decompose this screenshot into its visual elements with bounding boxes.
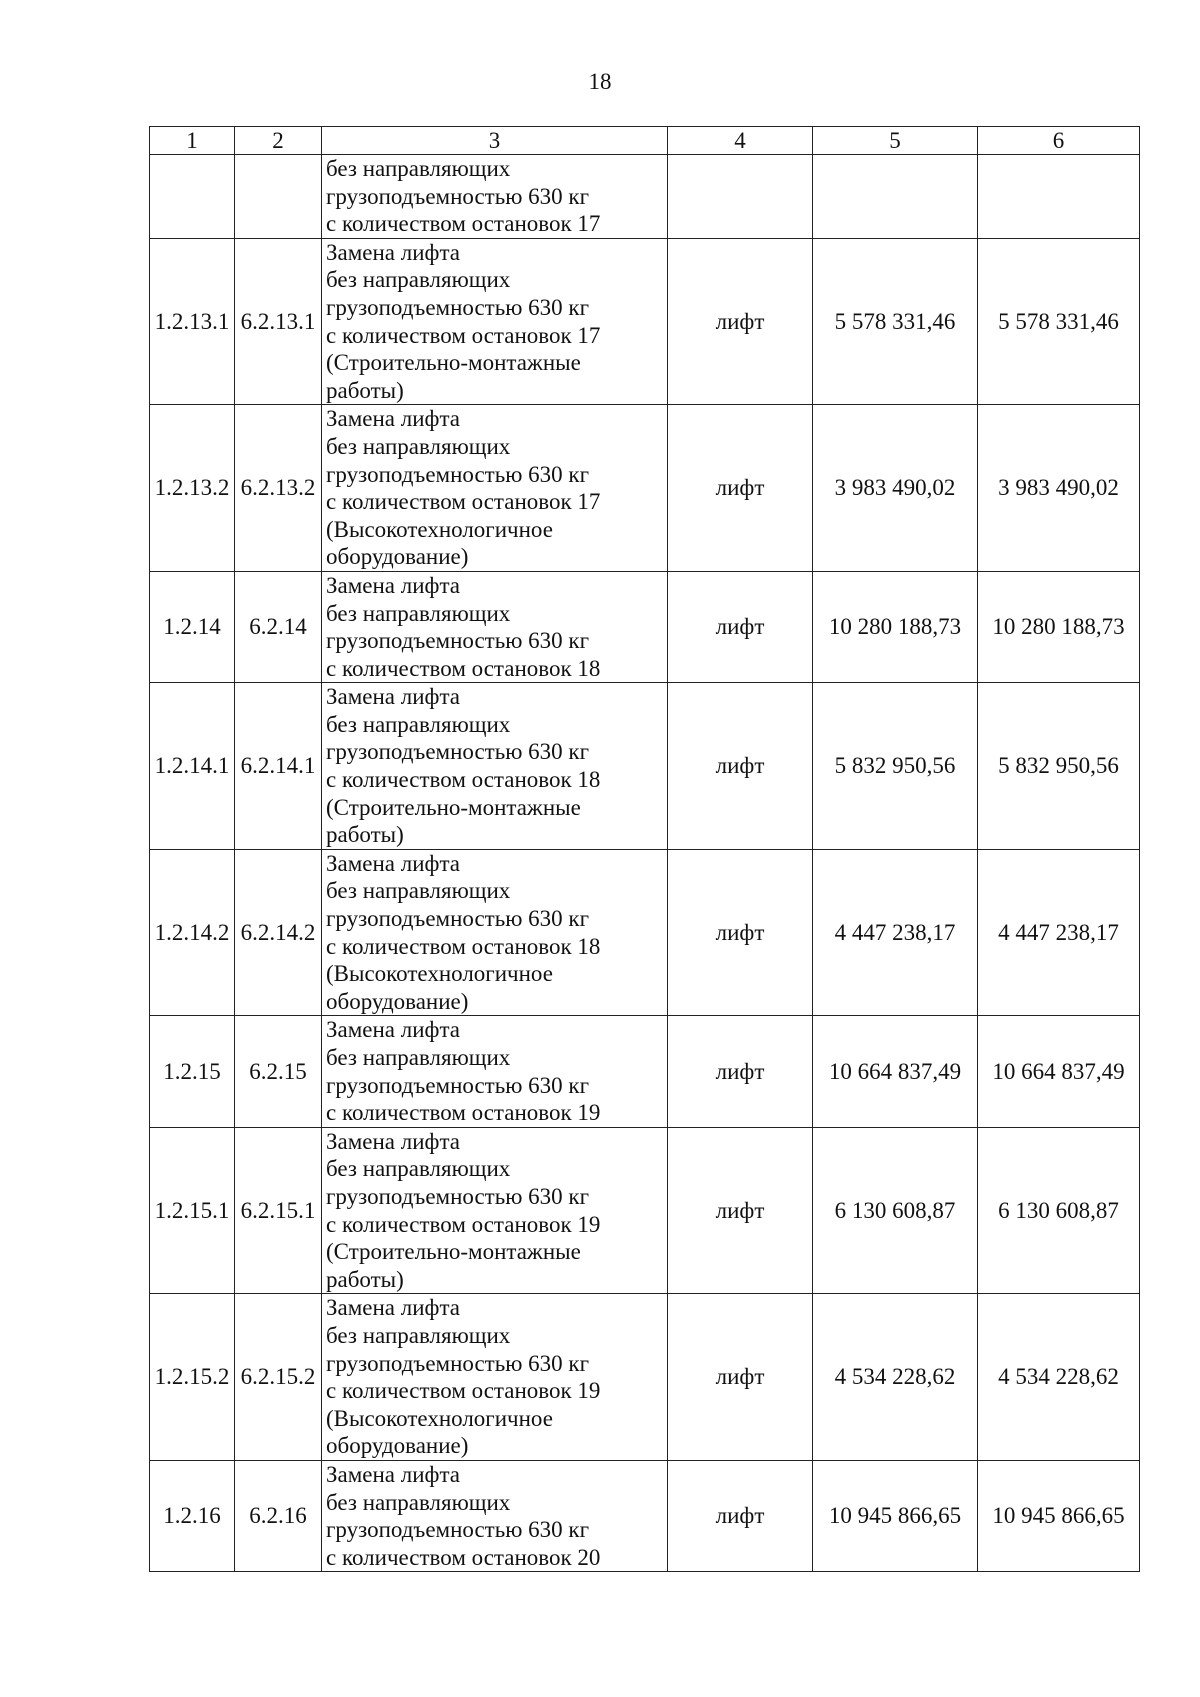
table-row	[150, 1294, 1140, 1461]
description-line: грузоподъемностью 630 кг	[326, 1183, 590, 1209]
unit-of-measure: лифт	[668, 571, 813, 682]
table-row	[150, 238, 1140, 405]
table-header-row	[150, 127, 1140, 155]
description-line: с количеством остановок 18	[326, 933, 601, 959]
description-line: без направляющих	[326, 156, 511, 181]
work-description	[322, 405, 668, 572]
table-row	[150, 1460, 1140, 1571]
table-body	[150, 127, 1140, 1572]
description-line: Замена лифта	[326, 1295, 460, 1321]
item-number: 1.2.14.1	[150, 683, 235, 850]
unit-of-measure: лифт	[668, 683, 813, 850]
table-row	[150, 155, 1140, 239]
table-row	[150, 1016, 1140, 1127]
work-description	[322, 1016, 668, 1127]
header-col-3: 3	[322, 127, 668, 155]
header-col-2: 2	[235, 127, 322, 155]
description-line: грузоподъемностью 630 кг	[326, 739, 590, 765]
table-row	[150, 849, 1140, 1016]
item-number: 1.2.15.2	[150, 1294, 235, 1461]
description-line: работы)	[326, 822, 404, 848]
header-col-6: 6	[978, 127, 1140, 155]
work-description	[322, 238, 668, 405]
description-line: (Высокотехнологичное	[326, 961, 553, 987]
cost-value-col5: 4 534 228,62	[813, 1294, 978, 1461]
cost-value-col6: 6 130 608,87	[978, 1127, 1140, 1294]
cost-value-col5: 10 280 188,73	[813, 571, 978, 682]
description-line: грузоподъемностью 630 кг	[326, 1350, 590, 1376]
description-line: Замена лифта	[326, 1128, 460, 1154]
unit-of-measure: лифт	[668, 1127, 813, 1294]
description-line: (Строительно-монтажные	[326, 350, 581, 376]
item-number: 1.2.16	[150, 1460, 235, 1571]
cost-value-col5	[813, 155, 978, 239]
description-line: с количеством остановок 19	[326, 1211, 601, 1237]
unit-of-measure: лифт	[668, 1294, 813, 1461]
unit-of-measure: лифт	[668, 405, 813, 572]
description-line: с количеством остановок 17	[326, 322, 601, 348]
cost-value-col6: 10 280 188,73	[978, 571, 1140, 682]
page-number: 18	[588, 69, 612, 94]
code-number: 6.2.16	[235, 1460, 322, 1571]
description-line: без направляющих	[326, 878, 511, 904]
work-description	[322, 1294, 668, 1461]
header-col-4: 4	[668, 127, 813, 155]
description-line: с количеством остановок 18	[326, 767, 601, 793]
work-description	[322, 1460, 668, 1571]
description-line: Замена лифта	[326, 406, 460, 432]
description-line: с количеством остановок 20	[326, 1544, 601, 1570]
code-number: 6.2.15.1	[235, 1127, 322, 1294]
description-line: грузоподъемностью 630 кг	[326, 1517, 590, 1543]
table-row	[150, 571, 1140, 682]
cost-value-col6: 4 447 238,17	[978, 849, 1140, 1016]
code-number: 6.2.13.2	[235, 405, 322, 572]
cost-value-col6	[978, 155, 1140, 239]
description-line: без направляющих	[326, 600, 511, 626]
unit-of-measure	[668, 155, 813, 239]
cost-value-col5: 5 832 950,56	[813, 683, 978, 850]
code-number	[235, 155, 322, 239]
cost-value-col6: 5 578 331,46	[978, 238, 1140, 405]
cost-value-col5: 5 578 331,46	[813, 238, 978, 405]
cost-table	[149, 126, 1140, 1572]
description-line: (Строительно-монтажные	[326, 1239, 581, 1265]
work-description	[322, 571, 668, 682]
item-number: 1.2.14.2	[150, 849, 235, 1016]
cost-value-col5: 10 945 866,65	[813, 1460, 978, 1571]
cost-value-col5: 6 130 608,87	[813, 1127, 978, 1294]
unit-of-measure: лифт	[668, 1016, 813, 1127]
description-line: грузоподъемностью 630 кг	[326, 628, 590, 654]
description-line: оборудование)	[326, 988, 469, 1014]
description-line: без направляющих	[326, 267, 511, 293]
cost-value-col6: 4 534 228,62	[978, 1294, 1140, 1461]
cost-value-col6: 5 832 950,56	[978, 683, 1140, 850]
description-line: грузоподъемностью 630 кг	[326, 1072, 590, 1098]
work-description	[322, 155, 668, 239]
item-number: 1.2.14	[150, 571, 235, 682]
code-number: 6.2.14	[235, 571, 322, 682]
cost-value-col6: 10 664 837,49	[978, 1016, 1140, 1127]
description-line: грузоподъемностью 630 кг	[326, 461, 590, 487]
table-row	[150, 1127, 1140, 1294]
description-line: с количеством остановок 19	[326, 1100, 601, 1126]
description-line: Замена лифта	[326, 572, 460, 598]
description-line: (Высокотехнологичное	[326, 1405, 553, 1431]
description-line: без направляющих	[326, 1322, 511, 1348]
item-number: 1.2.13.1	[150, 238, 235, 405]
description-line: оборудование)	[326, 544, 469, 570]
description-line: Замена лифта	[326, 239, 460, 265]
description-line: Замена лифта	[326, 850, 460, 876]
item-number: 1.2.15.1	[150, 1127, 235, 1294]
description-line: с количеством остановок 19	[326, 1378, 601, 1404]
code-number: 6.2.15.2	[235, 1294, 322, 1461]
cost-value-col6: 3 983 490,02	[978, 405, 1140, 572]
description-line: (Высокотехнологичное	[326, 516, 553, 542]
description-line: без направляющих	[326, 1156, 511, 1182]
description-line: Замена лифта	[326, 1461, 460, 1487]
code-number: 6.2.14.2	[235, 849, 322, 1016]
description-line: без направляющих	[326, 433, 511, 459]
description-line: грузоподъемностью 630 кг	[326, 906, 590, 932]
description-line: работы)	[326, 1266, 404, 1292]
description-line: с количеством остановок 17	[326, 211, 601, 237]
description-line: Замена лифта	[326, 684, 460, 710]
cost-value-col6: 10 945 866,65	[978, 1460, 1140, 1571]
work-description	[322, 849, 668, 1016]
work-description	[322, 683, 668, 850]
header-col-5: 5	[813, 127, 978, 155]
item-number	[150, 155, 235, 239]
description-line: Замена лифта	[326, 1017, 460, 1043]
item-number: 1.2.13.2	[150, 405, 235, 572]
description-line: с количеством остановок 18	[326, 655, 601, 681]
code-number: 6.2.15	[235, 1016, 322, 1127]
cost-value-col5: 3 983 490,02	[813, 405, 978, 572]
cost-value-col5: 10 664 837,49	[813, 1016, 978, 1127]
description-line: грузоподъемностью 630 кг	[326, 183, 590, 209]
header-col-1: 1	[150, 127, 235, 155]
item-number: 1.2.15	[150, 1016, 235, 1127]
description-line: работы)	[326, 377, 404, 403]
code-number: 6.2.14.1	[235, 683, 322, 850]
description-line: без направляющих	[326, 1045, 511, 1070]
description-line: (Строительно-монтажные	[326, 794, 581, 820]
code-number: 6.2.13.1	[235, 238, 322, 405]
cost-value-col5: 4 447 238,17	[813, 849, 978, 1016]
description-line: грузоподъемностью 630 кг	[326, 294, 590, 320]
description-line: без направляющих	[326, 711, 511, 737]
unit-of-measure: лифт	[668, 1460, 813, 1571]
description-line: без направляющих	[326, 1489, 511, 1515]
table-row	[150, 405, 1140, 572]
table-row	[150, 683, 1140, 850]
description-line: оборудование)	[326, 1433, 469, 1459]
unit-of-measure: лифт	[668, 849, 813, 1016]
work-description	[322, 1127, 668, 1294]
unit-of-measure: лифт	[668, 238, 813, 405]
description-line: с количеством остановок 17	[326, 489, 601, 515]
